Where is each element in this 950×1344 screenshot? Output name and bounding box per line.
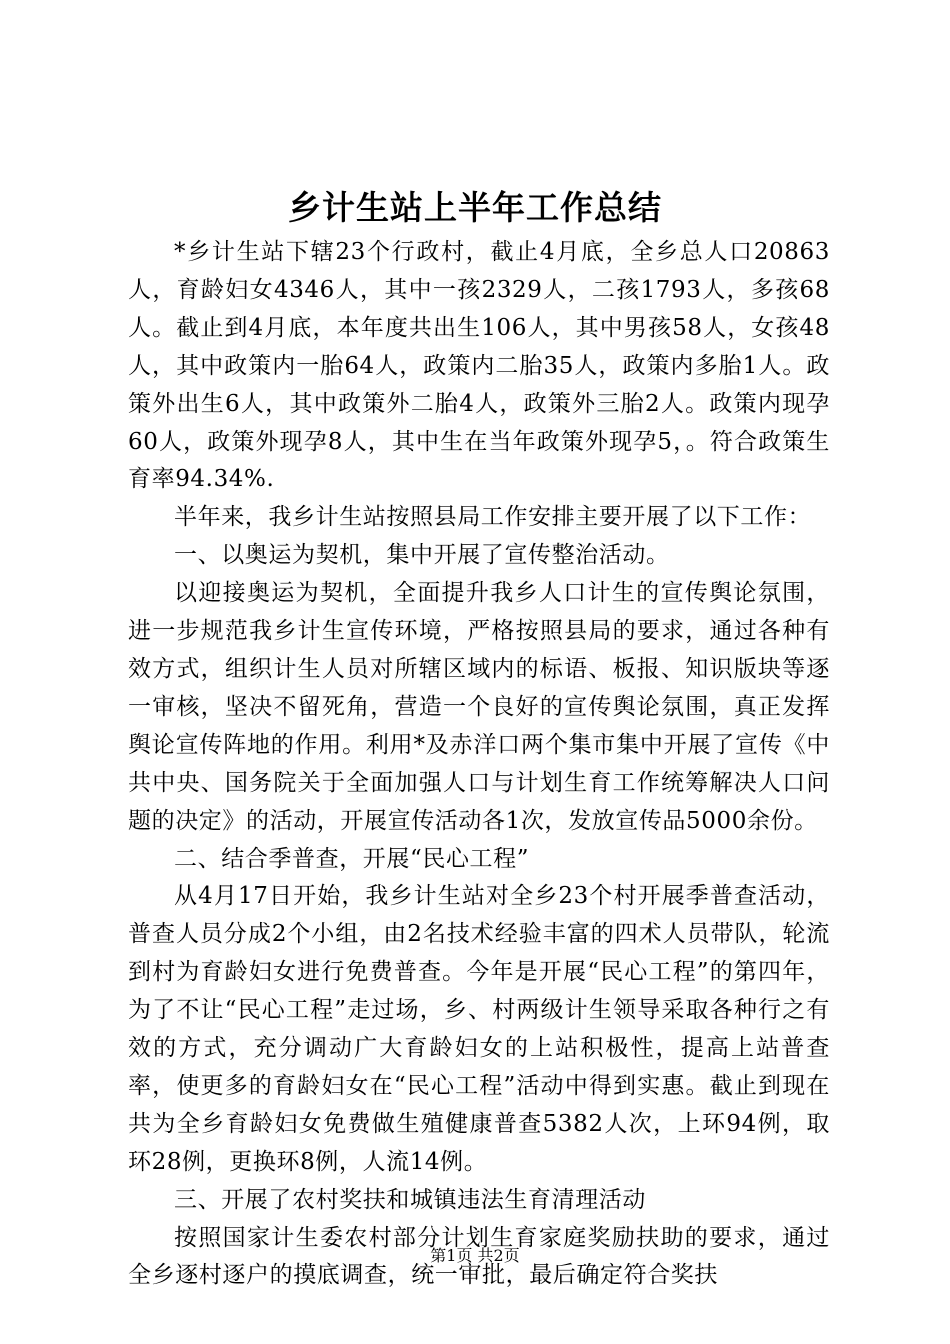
paragraph-section-1: 以迎接奥运为契机，全面提升我乡人口计生的宣传舆论氛围，进一步规范我乡计生宣传环境，严格按照县局的要求，通过各种有效方式，组织计生人员对所辖区域内的标语、板报、知识版块等逐一审核，坚决不留死角，营造一个良好的宣传舆论氛围，真正发挥舆论宣传阵地的作用。利用*及赤洋口两个集市集中开展了宣传《中共中央、国务院关于全面加强人口与计划生育工作统筹解决人口问题的决定》的活动，开展宣传活动各1次，发放宣传品5000余份。 [128, 580, 830, 834]
section-heading-1: 一、以奥运为契机，集中开展了宣传整治活动。 [174, 542, 670, 569]
paragraph-population-stats: *乡计生站下辖23个行政村，截止4月底，全乡总人口20863人，育龄妇女4346人，其中一孩2329人，二孩1793人，多孩68人。截止到4月底，本年度共出生106人，其中男孩58人，女孩48人，其中政策内一胎64人，政策内二胎35人，政策内多胎1人。政策外出生6人，其中政策外二胎4人，政策外三胎2人。政策内现孕60人，政策外现孕8人，其中生在当年政策外现孕5，。符合政策生育率94.34%. [128, 239, 830, 493]
paragraph-work-intro: 半年来，我乡计生站按照县局工作安排主要开展了以下工作： [174, 504, 812, 531]
section-heading-2: 二、结合季普查，开展“民心工程” [174, 845, 530, 872]
document-title: 乡计生站上半年工作总结 [288, 188, 662, 227]
section-heading-3: 三、开展了农村奖扶和城镇违法生育清理活动 [174, 1186, 646, 1213]
document-body [128, 234, 830, 1295]
paragraph-section-2: 从4月17日开始，我乡计生站对全乡23个村开展季普查活动，普查人员分成2个小组，由2名技术经验丰富的四术人员带队，轮流到村为育龄妇女进行免费普查。今年是开展“民心工程”的第四年，为了不让“民心工程”走过场，乡、村两级计生领导采取各种行之有效的方式，充分调动广大育龄妇女的上站积极性，提高上站普查率，使更多的育龄妇女在“民心工程”活动中得到实惠。截止到现在共为全乡育龄妇女免费做生殖健康普查5382人次，上环94例，取环28例，更换环8例，人流14例。 [128, 883, 830, 1175]
page-number: 第1页 共2页 [430, 1246, 520, 1265]
paragraph-section-3: 按照国家计生委农村部分计划生育家庭奖励扶助的要求，通过全乡逐村逐户的摸底调查，统一审批，最后确定符合奖扶 [128, 1224, 830, 1289]
